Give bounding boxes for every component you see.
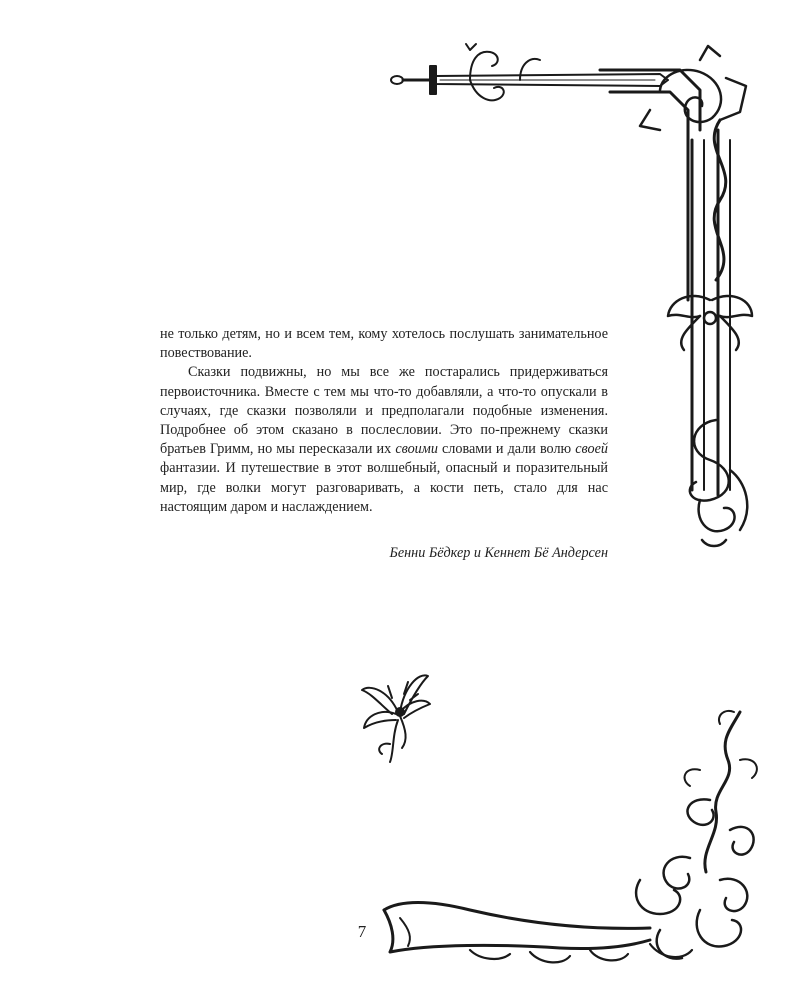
author-signature: Бенни Бёдкер и Кеннет Бё Андерсен (389, 545, 608, 561)
text-run: фантазии. И путешествие в этот волшебный, опасный и поразительный мир, где волки могут разговаривать, а кости петь, стало для нас настоящим даром и наслаждением. (160, 460, 608, 515)
leaf-knot-icon (668, 296, 752, 350)
emphasis: своими (395, 441, 438, 458)
paragraph: не только детям, но и всем тем, кому хотелось послушать занимательное повествование. (160, 326, 608, 362)
body-text (160, 325, 608, 517)
vine-tendril-icon (466, 44, 540, 100)
page-number: 7 (357, 922, 367, 941)
corner-rosette-icon (640, 46, 746, 130)
acanthus-leaf-icon (636, 799, 754, 958)
bottom-corner-ornament (380, 700, 770, 980)
paragraph (160, 363, 608, 517)
text-run: Сказки подвижны, но мы все же постарались придерживаться первоисточника. Вместе с тем мы что-то добавляли, а что-то опускали в случаях, где сказки позволяли и предполагали подобные изменения. Подробнее об этом сказано в послесловии. Это по-прежнему сказки братьев Гримм, но мы пересказали их (160, 364, 608, 458)
emphasis: своей (575, 441, 608, 458)
text-run: словами и дали волю (437, 441, 576, 458)
